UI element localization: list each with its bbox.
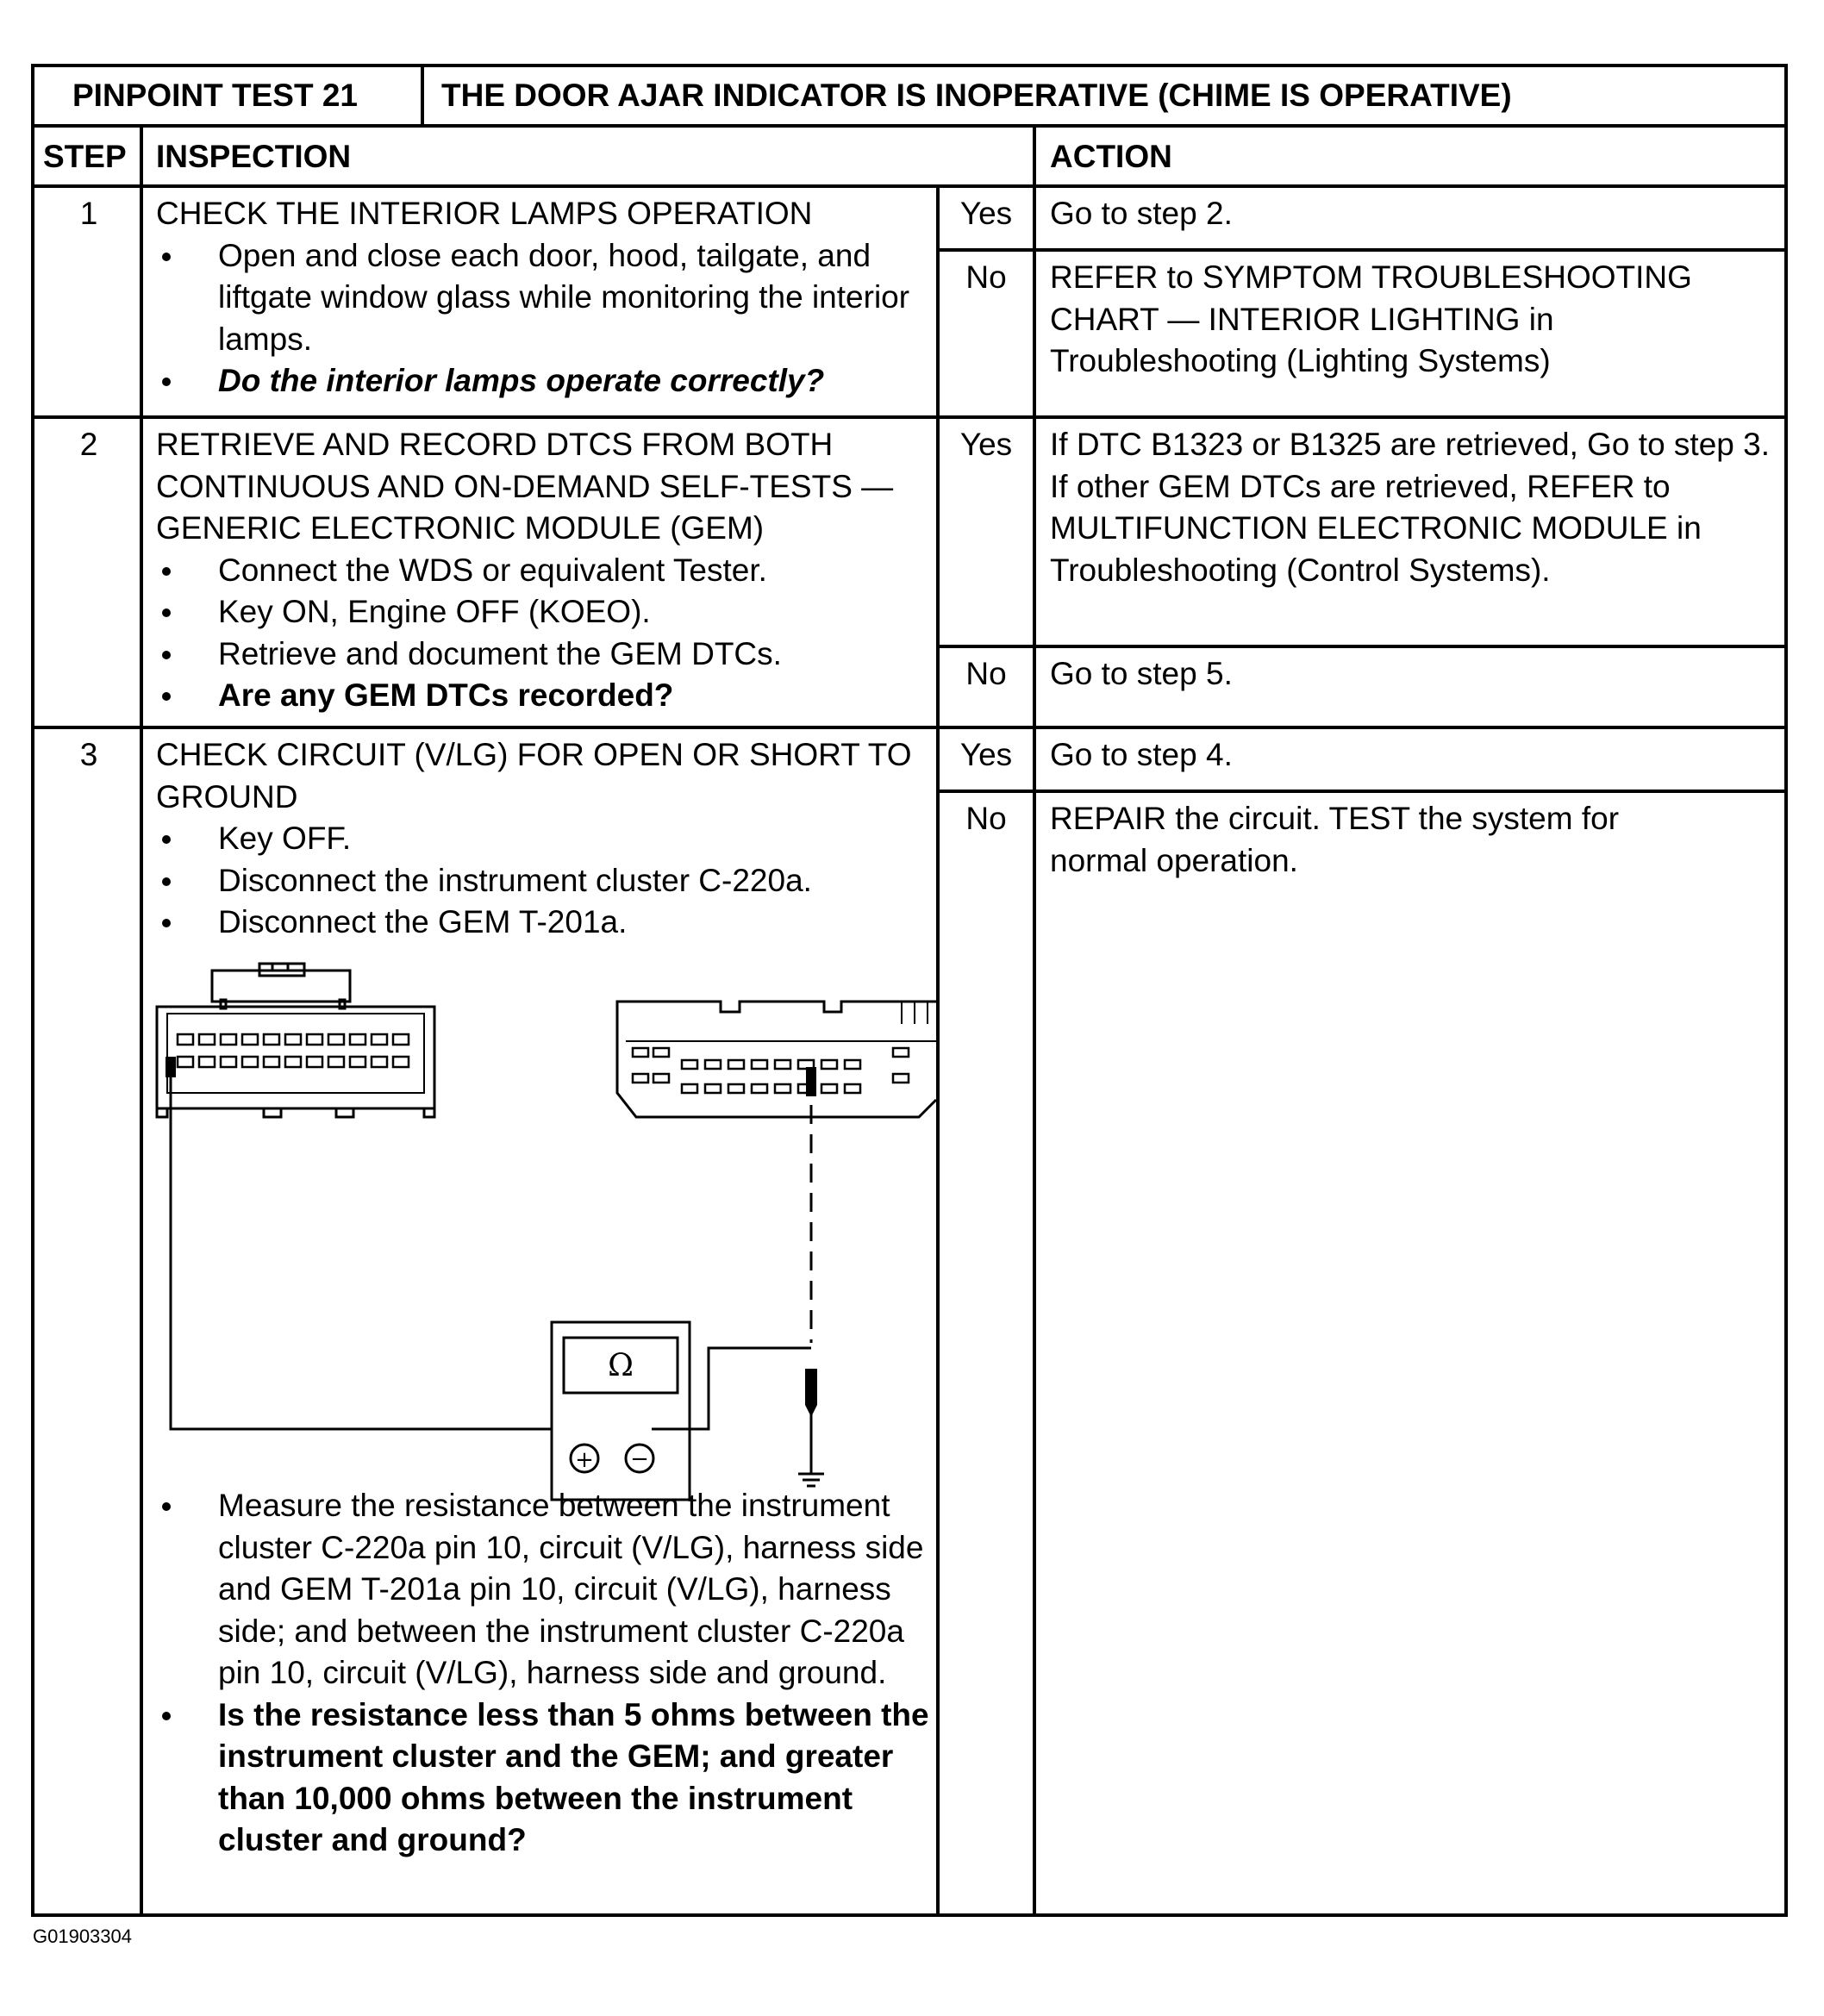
column-header-action: ACTION [1050,139,1172,174]
yes-action: Go to step 4. [1050,737,1233,772]
step-heading: CHECK CIRCUIT (V/LG) FOR OPEN OR SHORT TO GROUND [156,737,912,815]
cluster-pin-cavities [178,1034,409,1067]
grid-line [1033,124,1036,1913]
ohm-symbol: Ω [608,1348,634,1383]
inspection-bullet: Measure the resistance between the instrument cluster C-220a pin 10, circuit (V/LG), harness side and GEM T-201a pin 10, circuit (V/LG), harness side; and between the instrument cluster C-220a pin 10, circuit (V/LG), harness side and ground. [156,1485,932,1695]
ground-icon [798,1412,824,1486]
column-header-step: STEP [43,139,127,174]
grid-line [34,415,1784,419]
inspection-question: Do the interior lamps operate correctly? [156,360,932,403]
yes-label: Yes [959,196,1013,231]
step-3-inspection-bottom [156,1485,932,1862]
grid-line [940,790,1784,793]
column-header-inspection: INSPECTION [156,139,352,174]
test-id: PINPOINT TEST 21 [72,78,359,113]
no-label: No [965,259,1007,295]
no-label: No [965,656,1007,691]
inspection-bullet: Connect the WDS or equivalent Tester. [156,550,932,592]
grid-line [421,67,424,124]
inspection-bullet: Key ON, Engine OFF (KOEO). [156,591,932,634]
test-title: THE DOOR AJAR INDICATOR IS INOPERATIVE (CHIME IS OPERATIVE) [441,78,1512,113]
no-action: REPAIR the circuit. TEST the system for normal operation. [1050,801,1620,878]
grid-line [940,248,1784,252]
yes-label: Yes [959,737,1013,772]
inspection-bullet: Disconnect the GEM T-201a. [156,902,932,944]
step-3-inspection-top [156,734,932,944]
grid-line [34,726,1784,729]
resistance-test-diagram [143,964,936,1473]
step-1-inspection [156,193,932,403]
yes-action-line: If DTC B1323 or B1325 are retrieved, Go to step 3. [1050,427,1770,462]
no-action: Go to step 5. [1050,656,1233,691]
negative-test-lead [652,1348,811,1429]
step-heading: CHECK THE INTERIOR LAMPS OPERATION [156,196,813,231]
yes-action-line: If other GEM DTCs are retrieved, REFER to MULTIFUNCTION ELECTRONIC MODULE in Troubleshooting (Control Systems). [1050,468,1702,588]
inspection-bullet: Open and close each door, hood, tailgate, and liftgate window glass while monitoring the interior lamps. [156,235,932,361]
inspection-question: Is the resistance less than 5 ohms between the instrument cluster and the GEM; and greater than 10,000 ohms between the instrument cluster and ground? [156,1695,932,1862]
step-number: 1 [79,196,98,231]
gem-pin-cavities [633,1048,909,1093]
pinpoint-test-table [31,64,1788,1917]
inspection-bullet: Key OFF. [156,818,932,860]
inspection-bullet: Retrieve and document the GEM DTCs. [156,634,932,676]
yes-action [1050,424,1778,591]
figure-code: G01903304 [33,1925,132,1947]
yes-action: Go to step 2. [1050,196,1233,231]
inspection-bullet: Disconnect the instrument cluster C-220a. [156,860,932,902]
minus-symbol: − [630,1446,649,1472]
grid-line [34,124,1784,128]
step-number: 2 [79,427,98,462]
step-heading: RETRIEVE AND RECORD DTCS FROM BOTH CONTINUOUS AND ON-DEMAND SELF-TESTS — GENERIC ELECTRONIC MODULE (GEM) [156,427,894,546]
plus-symbol: + [575,1447,594,1473]
inspection-question: Are any GEM DTCs recorded? [156,675,932,717]
positive-test-lead [171,1067,552,1429]
step-number: 3 [79,737,98,772]
step-2-inspection [156,424,932,717]
grid-line [940,645,1784,648]
no-label: No [965,801,1007,836]
yes-label: Yes [959,427,1013,462]
no-action: REFER to SYMPTOM TROUBLESHOOTING CHART — INTERIOR LIGHTING in Troubleshooting (Lighting Systems) [1050,259,1692,378]
grid-line [34,184,1784,188]
